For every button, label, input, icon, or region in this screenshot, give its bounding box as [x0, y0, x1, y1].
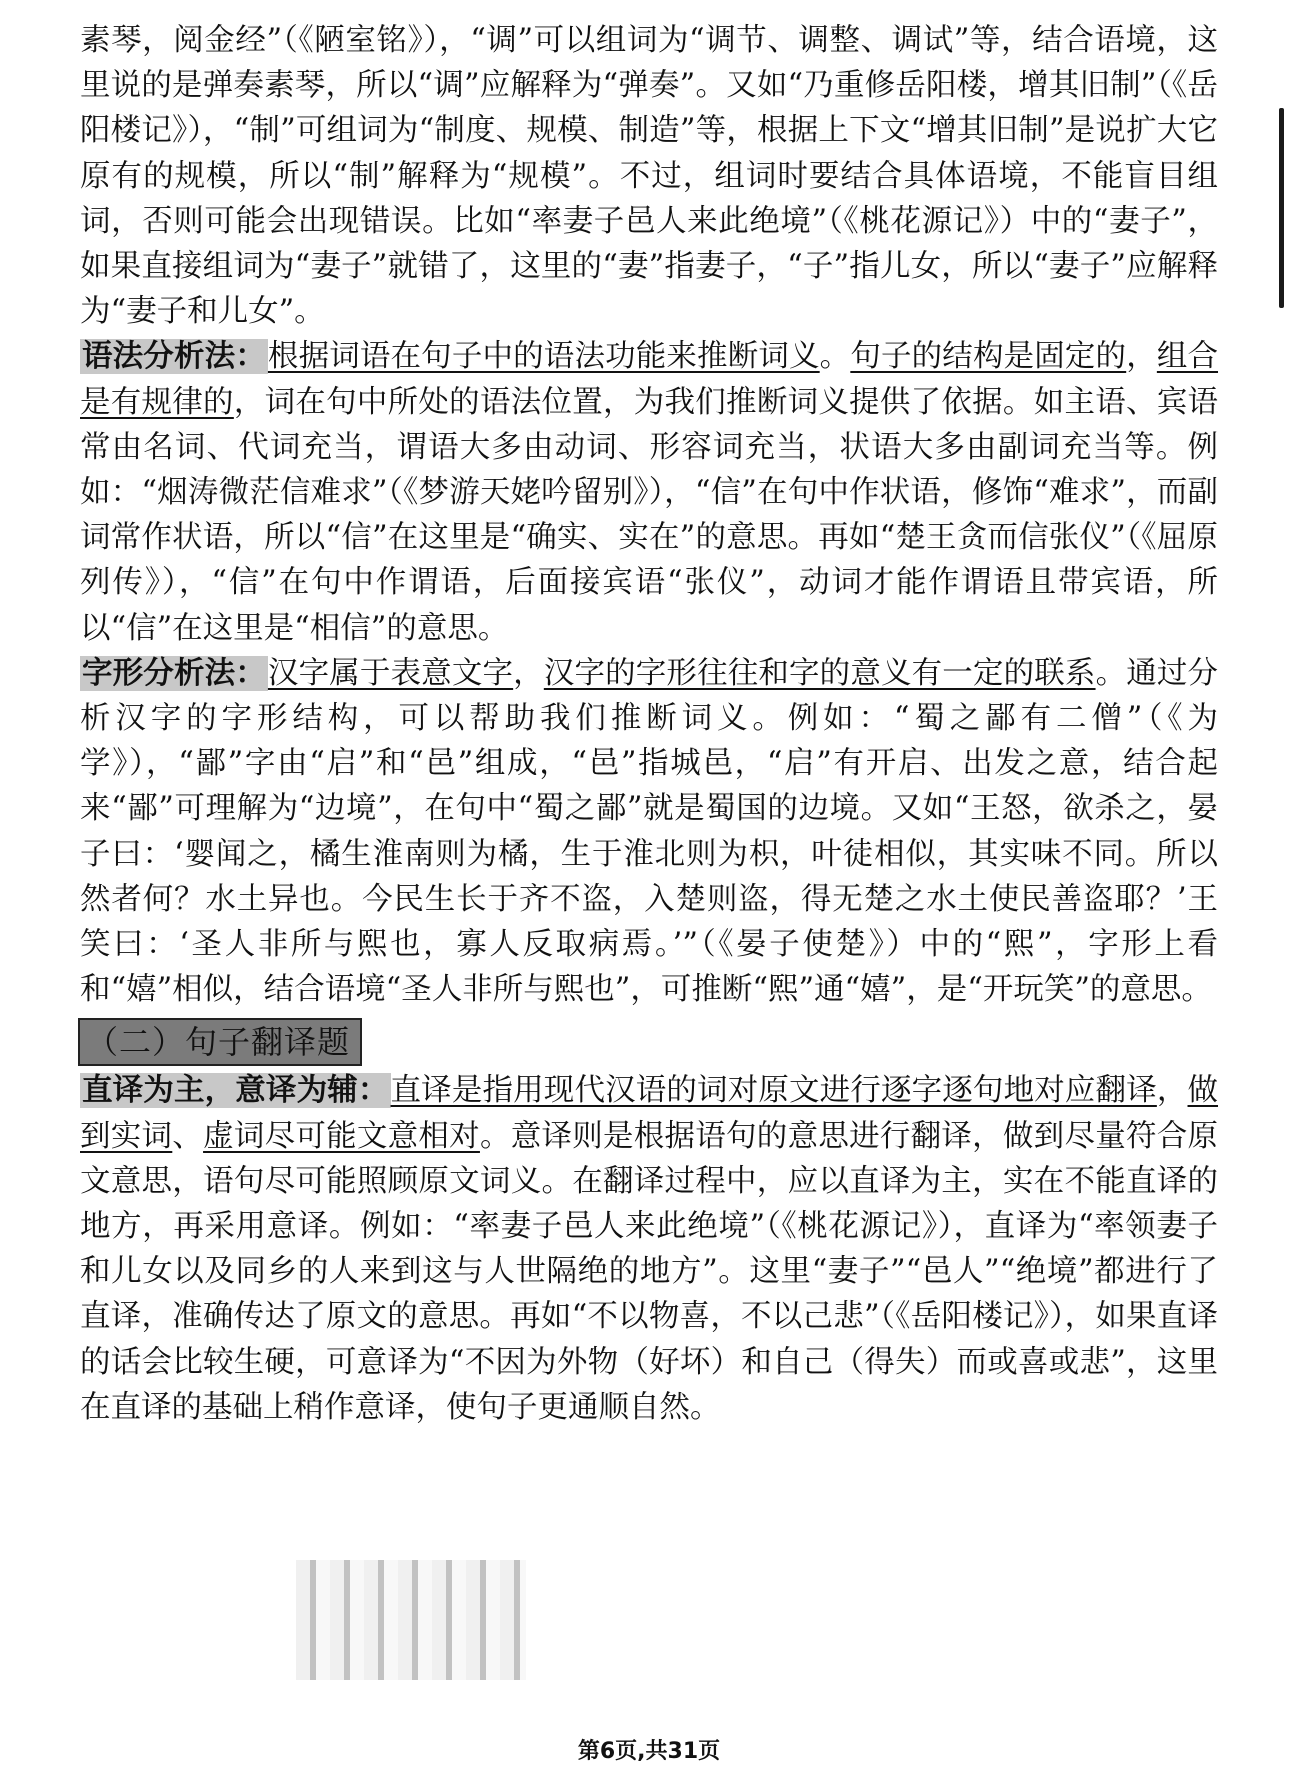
grammar-method-text-2: ，	[1126, 339, 1157, 375]
translation-method-term: 直译为主，意译为辅：	[82, 1073, 389, 1109]
grammar-method-underline-3: 组合是有规律的	[80, 339, 1219, 420]
grammar-method-body: ，词在句中所处的语法位置，为我们推断词义提供了依据。如主语、宾语常由名词、代词充当，谓语大多由动词、形容词充当，状语大多由副词充当等。例如：“烟涛微茫信难求”（《梦游天姥吟留别》），“信”在句中作状语，修饰“难求”，而副词常作状语，所以“信”在这里是“确实、实在”的意思。再如“楚王贪而信张仪”（《屈原列传》），“信”在句中作谓语，后面接宾语“张仪”，动词才能作谓语且带宾语，所以“信”在这里是“相信”的意思。	[80, 384, 1219, 646]
translation-method-text-1: ，	[1156, 1073, 1188, 1109]
page-footer: 第6页,共31页	[577, 1739, 721, 1764]
scrollbar[interactable]	[1279, 108, 1284, 308]
intro-paragraph: 素琴，阅金经”（《陋室铭》），“调”可以组词为“调节、调整、调试”等，结合语境，这里说的是弹奏素琴，所以“调”应解释为“弹奏”。又如“乃重修岳阳楼，增其旧制”（《岳阳楼记》），“制”可组词为“制度、规模、制造”等，根据上下文“增其旧制”是说扩大它原有的规模，所以“制”解释为“规模”。不过，组词时要结合具体语境，不能盲目组词，否则可能会出现错误。比如“率妻子邑人来此绝境”（《桃花源记》）中的“妻子”，如果直接组词为“妻子”就错了，这里的“妻”指妻子，“子”指儿女，所以“妻子”应解释为“妻子和儿女”。	[80, 23, 1218, 330]
translation-method-body: 。意译则是根据语句的意思进行翻译，做到尽量符合原文意思，语句尽可能照顾原文词义。在翻译过程中，应以直译为主，实在不能直译的地方，再采用意译。例如：“率妻子邑人来此绝境”（《桃花源记》），直译为“率领妻子和儿女以及同乡的人来到这与人世隔绝的地方”。这里“妻子”“邑人”“绝境”都进行了直译，准确传达了原文的意思。再如“不以物喜，不以己悲”（《岳阳楼记》），如果直译的话会比较生硬，可意译为“不因为外物（好坏）和自己（得失）而或喜或悲”，这里在直译的基础上稍作意译，使句子更通顺自然。	[80, 1118, 1219, 1425]
translation-method-underline-1: 直译是指用现代汉语的词对原文进行逐字逐句地对应翻译	[390, 1073, 1157, 1109]
translation-method-paragraph	[80, 1068, 1218, 1430]
document-body	[80, 18, 1218, 1430]
grammar-method-underline-2: 句子的结构是固定的	[850, 339, 1127, 375]
grammar-method-underline-1: 根据词语在句子中的语法功能来推断词义	[267, 339, 820, 375]
grammar-method-paragraph	[80, 334, 1218, 650]
translation-method-underline-2: 做到实词	[80, 1073, 1219, 1154]
grammar-method-text-1: 。	[819, 339, 851, 375]
section-heading: （二）句子翻译题	[78, 1018, 362, 1066]
translation-method-underline-3: 虚词尽可能文意相对	[203, 1118, 480, 1154]
redaction-overlay	[296, 1560, 526, 1680]
glyph-method-text-1: ，	[513, 655, 544, 691]
glyph-method-body: 。通过分析汉字的字形结构，可以帮助我们推断词义。例如：“蜀之鄙有二僧”（《为学》），“鄙”字由“启”和“邑”组成，“邑”指城邑，“启”有开启、出发之意，结合起来“鄙”可理解为“边境”，在句中“蜀之鄙”就是蜀国的边境。又如“王怒，欲杀之，晏子曰：‘婴闻之，橘生淮南则为橘，生于淮北则为枳，叶徒相似，其实味不同。所以然者何？水土异也。今民生长于齐不盗，入楚则盗，得无楚之水土使民善盗耶？’王笑曰：‘圣人非所与熙也，寡人反取病焉。’”（《晏子使楚》）中的“熙”，字形上看和“嬉”相似，结合语境“圣人非所与熙也”，可推断“熙”通“嬉”，是“开玩笑”的意思。	[80, 655, 1219, 1008]
grammar-method-term: 语法分析法：	[82, 339, 266, 375]
glyph-method-underline-2: 汉字的字形往往和字的意义有一定的联系	[543, 655, 1096, 691]
glyph-method-underline-1: 汉字属于表意文字	[267, 655, 514, 691]
glyph-method-paragraph	[80, 651, 1218, 1013]
translation-method-text-2: 、	[172, 1118, 204, 1154]
glyph-method-term: 字形分析法：	[82, 655, 266, 691]
